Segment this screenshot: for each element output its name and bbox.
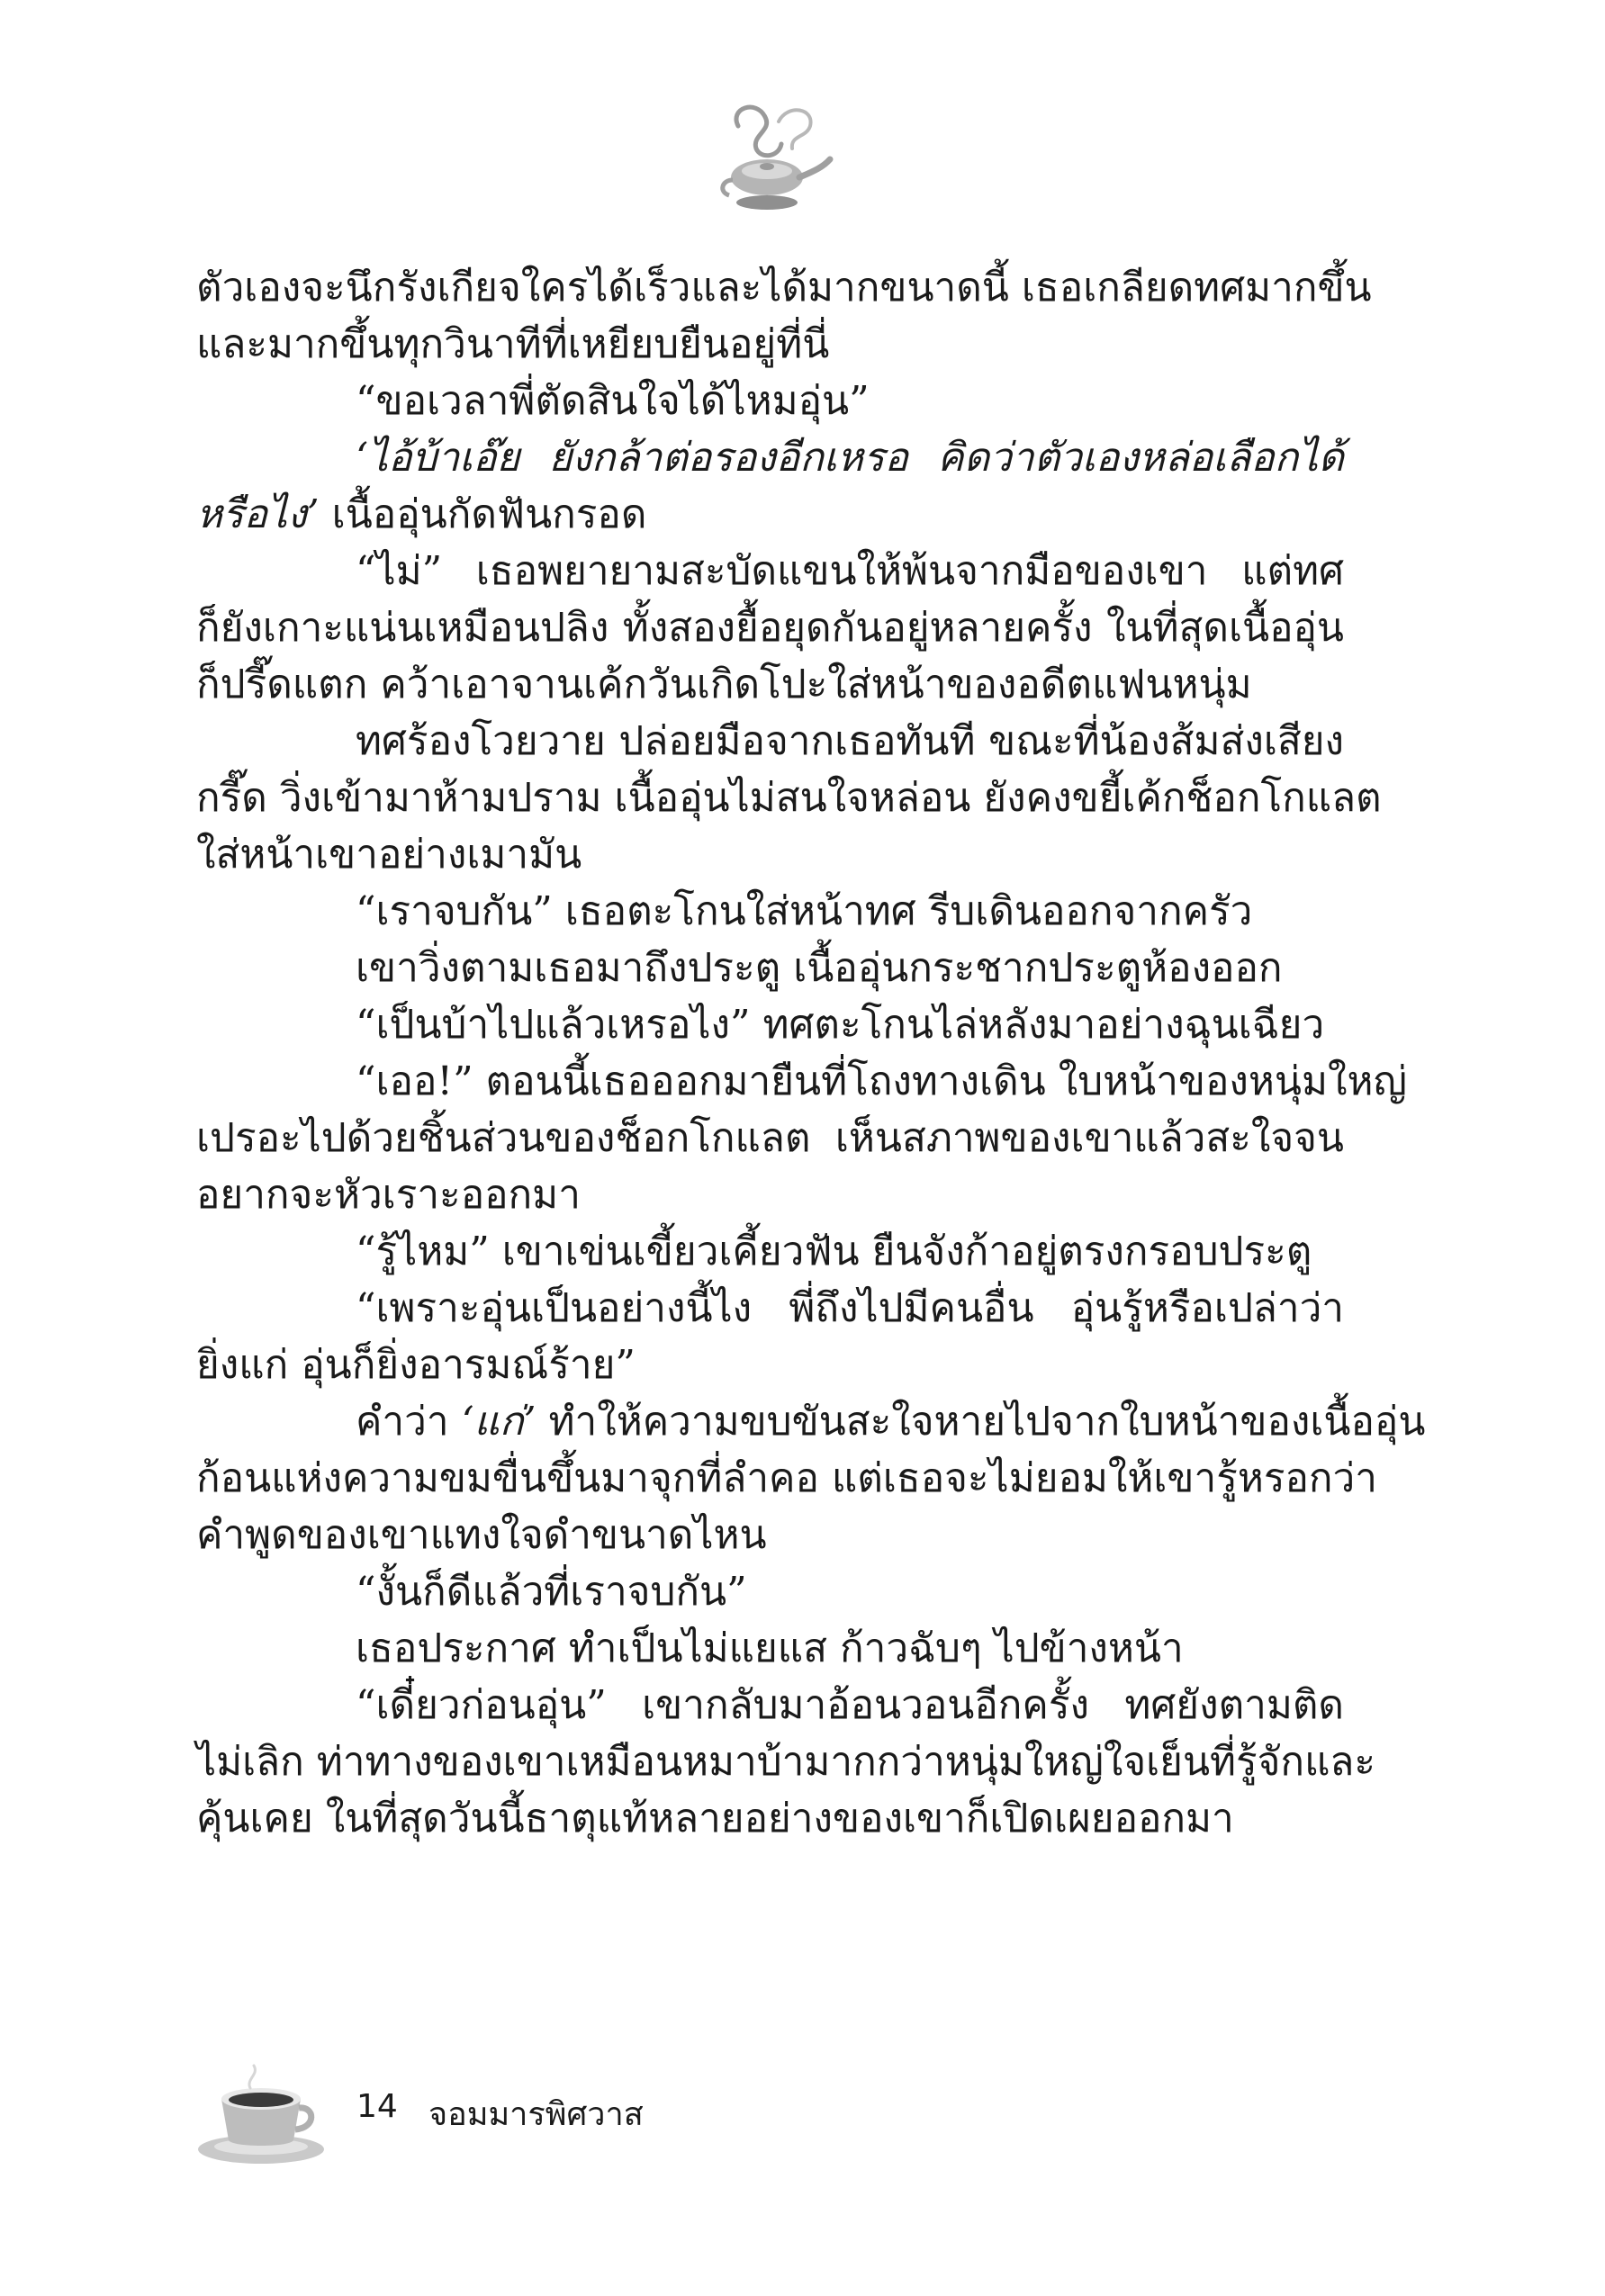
text-line: “เพราะอุ่นเป็นอย่างนี้ไง พี่ถึงไปมีคนอื่น อุ่นรู้หรือเปล่าว่า bbox=[356, 1285, 1344, 1331]
body-text bbox=[196, 259, 1426, 1847]
text-line: “เราจบกัน” เธอตะโกนใส่หน้าทศ รีบเดินออกจากครัว bbox=[356, 888, 1253, 934]
teacup-icon bbox=[196, 2061, 349, 2169]
text-line bbox=[196, 486, 1344, 543]
text-line: “เป็นบ้าไปแล้วเหรอไง” ทศตะโกนไล่หลังมาอย่างฉุนเฉียว bbox=[356, 1002, 1325, 1048]
text-line: “ไม่” เธอพยายามสะบัดแขนให้พ้นจากมือของเขา แต่ทศ bbox=[356, 548, 1344, 594]
text-line: ‘ไอ้บ้าเอ๊ย ยังกล้าต่อรองอีกเหรอ คิดว่าตัวเองหล่อเลือกได้ bbox=[356, 435, 1344, 481]
text-line: และมากขึ้นทุกวินาทีที่เหยียบยืนอยู่ที่นี่ bbox=[196, 321, 830, 367]
book-title: จอมมารพิศวาส bbox=[428, 2096, 644, 2133]
text-line: ใส่หน้าเขาอย่างเมามัน bbox=[196, 832, 582, 878]
text-line: ไม่เลิก ท่าทางของเขาเหมือนหมาบ้ามากกว่าหนุ่มใหญ่ใจเย็นที่รู้จักและ bbox=[196, 1739, 1376, 1785]
text-line: ตัวเองจะนึกรังเกียจใครได้เร็วและได้มากขนาดนี้ เธอเกลียดทศมากขึ้น bbox=[196, 265, 1372, 311]
italic-text: ‘แก่’ bbox=[461, 1399, 537, 1445]
text-line: ก็ปรี๊ดแตก คว้าเอาจานเค้กวันเกิดโปะใส่หน้าของอดีตแฟนหนุ่ม bbox=[196, 662, 1252, 707]
text-line: เขาวิ่งตามเธอมาถึงประตู เนื้ออุ่นกระชากประตูห้องออก bbox=[356, 945, 1283, 991]
text-segment: ทำให้ความขบขันสะใจหายไปจากใบหน้าของเนื้ออุ่น bbox=[536, 1399, 1426, 1445]
page-footer bbox=[196, 2061, 916, 2169]
text-line: เปรอะไปด้วยชิ้นส่วนของช็อกโกแลต เห็นสภาพของเขาแล้วสะใจจน bbox=[196, 1115, 1344, 1161]
text-segment: คำว่า bbox=[356, 1399, 462, 1445]
text-line: คุ้นเคย ในที่สุดวันนี้ธาตุแท้หลายอย่างของเขาก็เปิดเผยออกมา bbox=[196, 1796, 1234, 1841]
text-line bbox=[196, 1393, 1426, 1450]
text-line: ยิ่งแก่ อุ่นก็ยิ่งอารมณ์ร้าย” bbox=[196, 1342, 636, 1388]
text-segment: เนื้ออุ่นกัดฟันกรอด bbox=[319, 491, 647, 537]
italic-text: หรือไง’ bbox=[196, 491, 320, 537]
text-line: “เดี๋ยวก่อนอุ่น” เขากลับมาอ้อนวอนอีกครั้ง ทศยังตามติด bbox=[356, 1682, 1344, 1728]
text-line: “งั้นก็ดีแล้วที่เราจบกัน” bbox=[356, 1569, 747, 1615]
magic-lamp-icon bbox=[702, 95, 837, 230]
page-number: 14 bbox=[356, 2088, 398, 2125]
text-line: “ขอเวลาพี่ตัดสินใจได้ไหมอุ่น” bbox=[356, 378, 870, 424]
text-line: เธอประกาศ ทำเป็นไม่แยแส ก้าวฉับๆ ไปข้างหน้า bbox=[356, 1625, 1184, 1671]
text-line: อยากจะหัวเราะออกมา bbox=[196, 1172, 581, 1218]
text-line: “เออ!” ตอนนี้เธอออกมายืนที่โถงทางเดิน ใบหน้าของหนุ่มใหญ่ bbox=[356, 1058, 1407, 1104]
text-line: “รู้ไหม” เขาเข่นเขี้ยวเคี้ยวฟัน ยืนจังก้าอยู่ตรงกรอบประตู bbox=[356, 1229, 1312, 1274]
text-line: ทศร้องโวยวาย ปล่อยมือจากเธอทันที ขณะที่น้องส้มส่งเสียง bbox=[356, 718, 1344, 764]
text-line: คำพูดของเขาแทงใจดำขนาดไหน bbox=[196, 1512, 767, 1558]
text-line: ก็ยังเกาะแน่นเหมือนปลิง ทั้งสองยื้อยุดกันอยู่หลายครั้ง ในที่สุดเนื้ออุ่น bbox=[196, 605, 1344, 651]
text-line: ก้อนแห่งความขมขื่นขึ้นมาจุกที่ลำคอ แต่เธอจะไม่ยอมให้เขารู้หรอกว่า bbox=[196, 1455, 1377, 1501]
text-line: กรี๊ด วิ่งเข้ามาห้ามปราม เนื้ออุ่นไม่สนใจหล่อน ยังคงขยี้เค้กช็อกโกแลต bbox=[196, 775, 1382, 821]
